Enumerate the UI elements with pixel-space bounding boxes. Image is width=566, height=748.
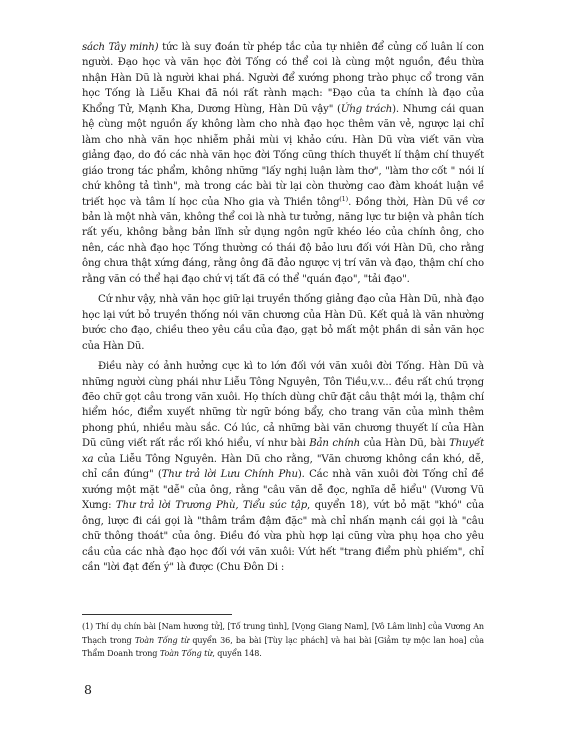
text-run: . Đồng thời, Hàn Dũ về cơ bản là một nhà văn, không thể coi là nhà tư tưởng, năng lực tư biện và phân tích rất yếu, không bằng bản lĩnh sử dụng ngôn ngữ khéo léo của chính ông, cho nên, các nhà đạo học Tống thường có thái độ bảo lưu đối với Hàn Dũ, cho rằng ông chưa thật xứng đáng, rằng ông đã đảo ngược vị trí văn và đạo, thậm chí cho rằng văn có thể hại đạo chứ vị tất đã có thể "quán đạo", "tải đạo". [82, 196, 484, 285]
italic-title: Ứng trách [340, 103, 393, 115]
text-run: quyển 36, ba bài [Tùy lạc phách] và hai bài [Giảm tự mộc lan hoa] của Thẩm Doanh trong [82, 635, 484, 659]
text-run: Điều này có ảnh hưởng cực kì to lớn đối với văn xuôi đời Tống. Hàn Dũ và những người cùng phái như Liễu Tông Nguyên, Tôn Tiều,v.v... đều rất chú trọng đẽo chữ gọt câu trong văn xuôi. Họ thích dùng chữ đặt câu thật mới lạ, thậm chí hiểm hóc, điểm xuyết những từ ngữ bóng bẩy, cho trang văn của mình thêm phong phú, nhiều màu sắc. Có lúc, cả những bài văn chương thuyết lí của Hàn Dũ cũng viết rất rắc rối khó hiểu, ví như bài [82, 361, 484, 450]
footnote [82, 620, 484, 661]
text-run: , quyển 148. [212, 649, 262, 659]
paragraph [82, 40, 484, 287]
paragraph [82, 292, 484, 354]
body-text [82, 40, 484, 575]
text-run: của Hàn Dũ, bài [360, 438, 450, 450]
text-run: ). Các nhà văn xuôi đời Tống chỉ đề xướng một mặt "dễ" của ông, rằng "câu văn dễ đọc, nghĩa dễ hiểu" (Vương Vũ Xưng: [82, 469, 485, 512]
italic-title: Bản chính [309, 438, 361, 450]
page-number: 8 [84, 682, 92, 697]
footnote-divider [82, 614, 232, 615]
italic-title: Thuyết xa [82, 438, 484, 465]
footnote-text [82, 620, 484, 661]
text-run: Cứ như vậy, nhà văn học giữ lại truyền thống giảng đạo của Hàn Dũ, nhà đạo học lại vứt bỏ truyền thống nói văn chương của Hàn Dũ. Kết quả là văn nhường bước cho đạo, chiều theo yêu cầu của đạo, gạt bỏ mất một phần di sản văn học của Hàn Dũ. [82, 294, 484, 352]
paragraph [82, 359, 484, 575]
italic-title: Thư trả lời Lưu Chính Phu [161, 469, 298, 481]
italic-title: Toàn Tống từ [134, 635, 190, 645]
text-run: tức là suy đoán từ phép tắc của tự nhiên để củng cố luân lí con người. Đạo học và văn học đời Tống có thể coi là cùng một nguồn, đều thừa nhận Hàn Dũ là người khai phá. Người để xướng phong trào phục cổ trong văn học Tống là Liễu Khai đã nói rất rành mạch: "Đạo của ta chính là đạo của Khổng Tử, Mạnh Kha, Dương Hùng, Hàn Dũ vậy" ( [82, 42, 484, 115]
italic-title: Toàn Tống từ [159, 649, 213, 659]
text-run: ). Nhưng cái quan hệ cùng một nguồn ấy không làm cho nhà đạo học thêm văn vẻ, ngược lại chỉ làm cho nhà văn học nhiễm phải mùi vị khảo cứu. Hàn Dũ vừa viết văn vừa giảng đạo, do đó các nhà văn học đời Tống cũng thích thuyết lí thậm chí thuyết giáo trong tác phẩm, không những "lấy nghị luận làm thơ", "làm thơ cốt " nói lí chứ không tả tình", mà trong các bài từ lại còn thường cao đàm khoát luận về triết học và tâm lí học của Nho gia và Thiền tông [82, 103, 484, 208]
footnote-marker: (1) [339, 194, 349, 203]
text-run: của Liễu Tông Nguyên. Hàn Dũ cho rằng, "Văn chương không cần khó, dễ, chỉ cần đúng" ( [82, 453, 484, 481]
text-run: (1) Thí dụ chín bài [Nam hương tử], [Tố trung tình], [Vọng Giang Nam], [Vô Lâm linh] của Vương An Thạch trong [82, 622, 484, 645]
italic-title: Thư trả lời Trương Phù, Tiểu súc tập [115, 500, 308, 512]
text-run: , quyển 18), vứt bỏ mặt "khó" của ông, lược đi cái gọi là "thâm trầm đậm đặc" mà chỉ nhấn mạnh cái gọi là "câu chữ thông thoát" của ông. Điều đó vừa phù hợp lại cũng vừa phụ họa cho yêu cầu của các nhà đạo học đối với văn xuôi: Vứt hết "trang điểm phù phiếm", chỉ cần "lời đạt đến ý" là được (Chu Đôn Di : [82, 500, 484, 573]
italic-title: sách Tây minh) [82, 42, 159, 53]
